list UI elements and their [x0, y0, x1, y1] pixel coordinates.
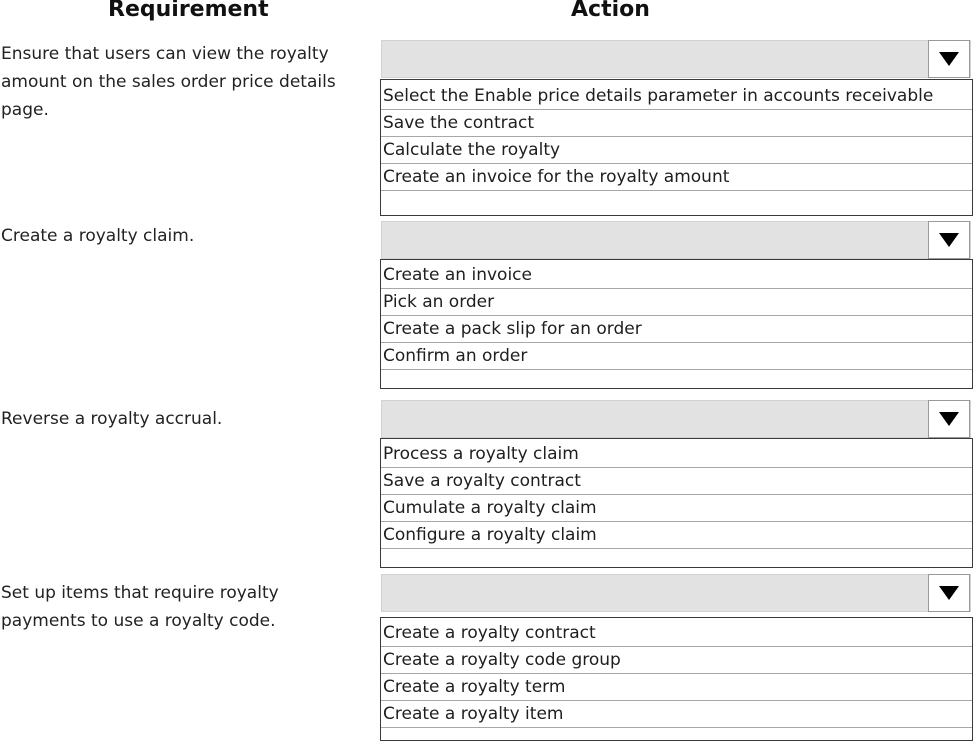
action-column-header: Action [571, 0, 650, 22]
option-item[interactable]: Process a royalty claim [381, 441, 972, 468]
option-item[interactable]: Pick an order [381, 289, 972, 316]
requirement-text-1: Ensure that users can view the royalty amount on the sales order price details page. [1, 44, 336, 120]
option-item[interactable]: Create an invoice [381, 262, 972, 289]
triangle-down-icon [938, 232, 960, 248]
option-item[interactable]: Create a royalty item [381, 701, 972, 728]
triangle-down-icon [938, 411, 960, 427]
dropdown-arrow-button-2[interactable] [928, 221, 970, 259]
option-list-padding [381, 728, 972, 740]
action-option-list-4 [380, 617, 973, 741]
option-item[interactable]: Save a royalty contract [381, 468, 972, 495]
dropdown-arrow-button-1[interactable] [928, 40, 970, 78]
action-option-list-1 [380, 79, 973, 216]
action-dropdown-4[interactable] [381, 574, 971, 612]
requirement-text-4: Set up items that require royalty payments to use a royalty code. [1, 583, 279, 631]
dropdown-arrow-button-4[interactable] [928, 574, 970, 612]
requirement-column-header: Requirement [108, 0, 269, 22]
action-dropdown-3[interactable] [381, 400, 971, 438]
option-item[interactable]: Cumulate a royalty claim [381, 495, 972, 522]
action-dropdown-2[interactable] [381, 221, 971, 259]
option-list-padding [381, 370, 972, 388]
option-item[interactable]: Configure a royalty claim [381, 522, 972, 549]
option-item[interactable]: Create a royalty contract [381, 620, 972, 647]
option-item[interactable]: Create a royalty code group [381, 647, 972, 674]
option-item[interactable]: Create a pack slip for an order [381, 316, 972, 343]
action-option-list-2 [380, 259, 973, 389]
triangle-down-icon [938, 51, 960, 67]
option-item[interactable]: Create a royalty term [381, 674, 972, 701]
option-item[interactable]: Confirm an order [381, 343, 972, 370]
action-option-list-3 [380, 438, 973, 568]
option-item[interactable]: Save the contract [381, 110, 972, 137]
option-item[interactable]: Select the Enable price details parameter in accounts receivable [381, 83, 972, 110]
option-item[interactable]: Create an invoice for the royalty amount [381, 164, 972, 191]
option-item[interactable]: Calculate the royalty [381, 137, 972, 164]
dropdown-arrow-button-3[interactable] [928, 400, 970, 438]
action-dropdown-1[interactable] [381, 40, 971, 78]
requirement-text-2: Create a royalty claim. [1, 226, 195, 246]
option-list-padding [381, 549, 972, 567]
option-list-padding [381, 191, 972, 215]
triangle-down-icon [938, 585, 960, 601]
requirement-text-3: Reverse a royalty accrual. [1, 409, 223, 429]
